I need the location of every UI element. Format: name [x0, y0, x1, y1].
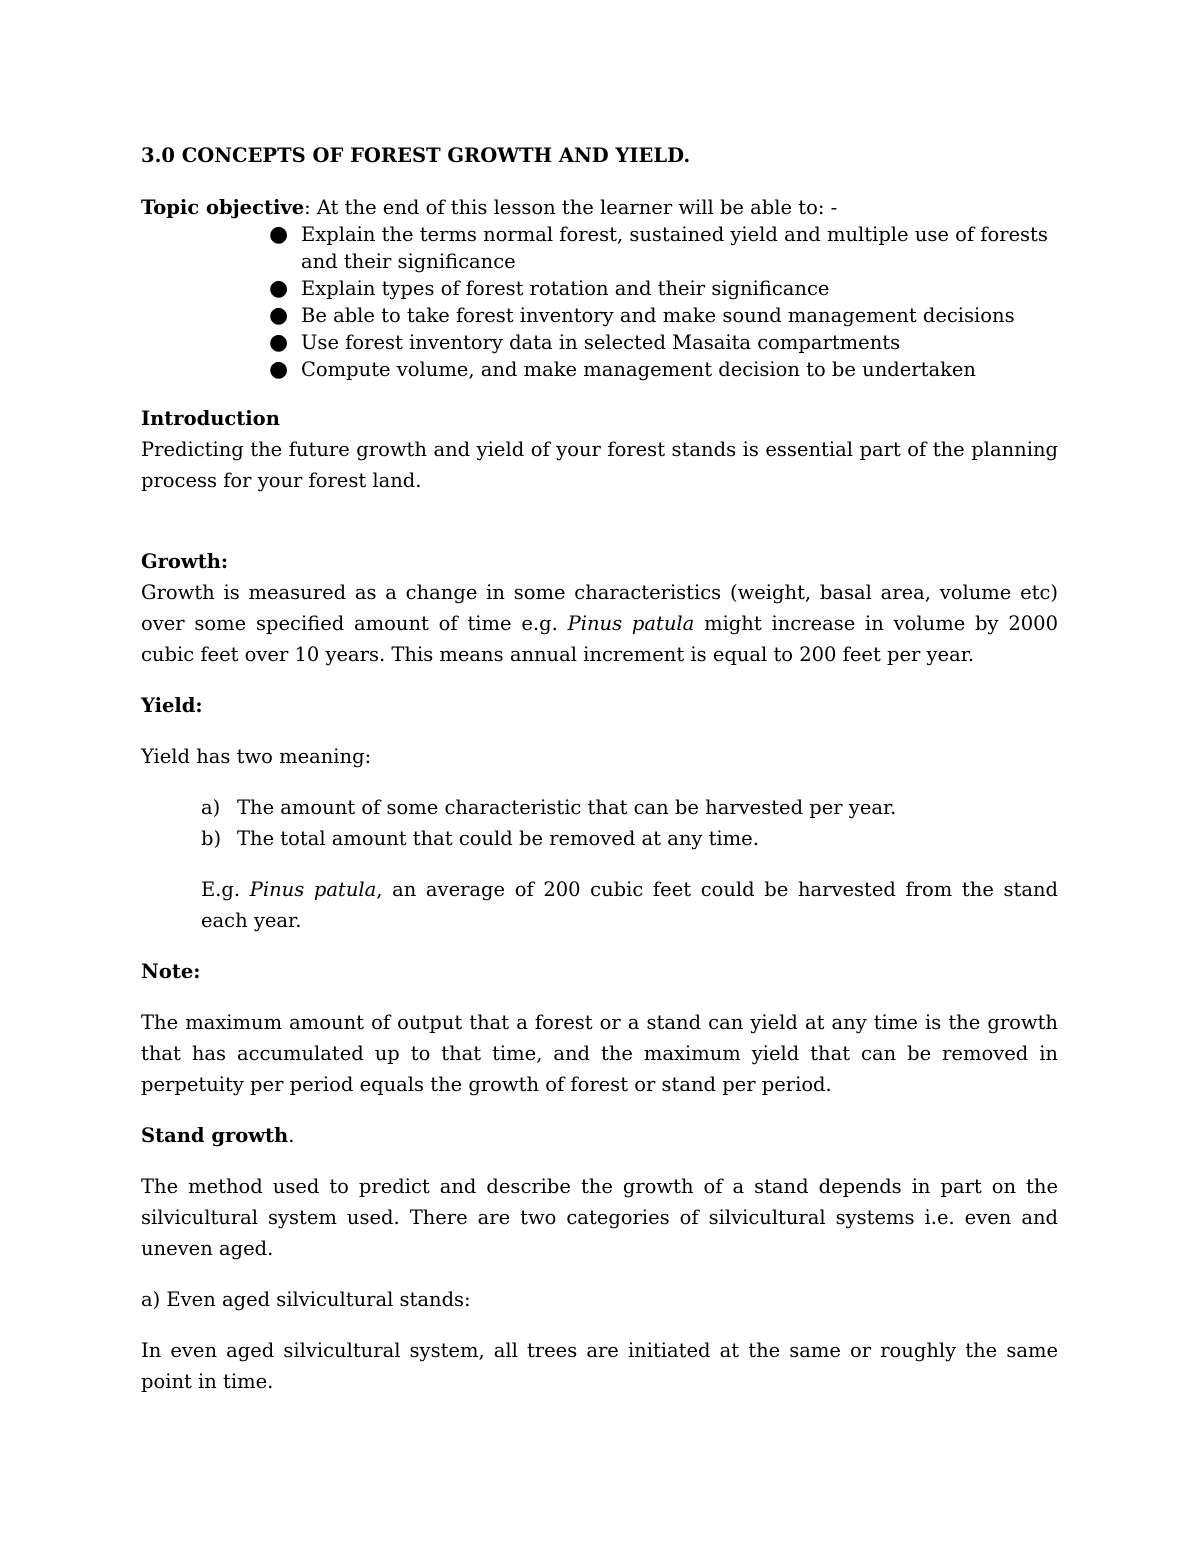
list-item: ● Explain types of forest rotation and their significance — [269, 276, 830, 301]
note-heading: Note: — [141, 960, 201, 983]
yield-heading: Yield: — [141, 694, 203, 717]
yield-example: E.g. Pinus patula, an average of 200 cubic feet could be harvested from the stand each year. — [201, 878, 1059, 932]
list-item: a) The amount of some characteristic that can be harvested per year. — [201, 796, 897, 819]
species-name: Pinus patula — [249, 878, 377, 901]
introduction-text: Predicting the future growth and yield of your forest stands is essential part of the planning process for your forest land. — [141, 438, 1058, 492]
species-name: Pinus patula — [567, 612, 695, 635]
introduction-heading: Introduction — [141, 407, 280, 430]
topic-objective — [141, 195, 1058, 221]
stand-growth-text: The method used to predict and describe the growth of a stand depends in part on the silvicultural system used. There are two categories of silvicultural systems i.e. even and uneven aged. — [141, 1175, 1058, 1260]
bullet-icon: ● — [269, 303, 289, 328]
topic-objective-text: : At the end of this lesson the learner will be able to: - — [304, 196, 838, 219]
list-item: ● Be able to take forest inventory and make sound management decisions — [269, 303, 1015, 328]
list-item: ● Explain the terms normal forest, sustained yield and multiple use of forests and their significance — [269, 222, 1048, 273]
yield-intro: Yield has two meaning: — [141, 745, 372, 768]
note-text: The maximum amount of output that a forest or a stand can yield at any time is the growth that has accumulated up to that time, and the maximum yield that can be removed in perpetuity per period equals the growth of forest or stand per period. — [141, 1011, 1058, 1096]
list-item: ● Use forest inventory data in selected Masaita compartments — [269, 330, 901, 355]
growth-heading: Growth: — [141, 550, 229, 573]
even-aged-subheading: a) Even aged silvicultural stands: — [141, 1288, 471, 1311]
bullet-icon: ● — [269, 276, 289, 301]
growth-text: Growth is measured as a change in some characteristics (weight, basal area, volume etc) over some specified amount of time e.g. Pinus patula might increase in volume by 2000 cubic feet over 10 years. This means annual increment is equal to 200 feet per year. — [141, 581, 1058, 666]
list-item: b) The total amount that could be removed at any time. — [201, 827, 759, 850]
document-page — [141, 140, 1058, 1397]
bullet-icon: ● — [269, 357, 289, 382]
stand-growth-heading: Stand growth. — [141, 1124, 295, 1147]
bullet-icon: ● — [269, 330, 289, 355]
list-item: ● Compute volume, and make management decision to be undertaken — [269, 357, 976, 382]
objective-list — [141, 221, 1058, 383]
bullet-icon: ● — [269, 222, 289, 247]
yield-list — [141, 792, 1058, 854]
page-title: 3.0 CONCEPTS OF FOREST GROWTH AND YIELD. — [141, 144, 691, 167]
topic-objective-label: Topic objective — [141, 196, 305, 219]
even-aged-text: In even aged silvicultural system, all trees are initiated at the same or roughly the same point in time. — [141, 1339, 1058, 1393]
